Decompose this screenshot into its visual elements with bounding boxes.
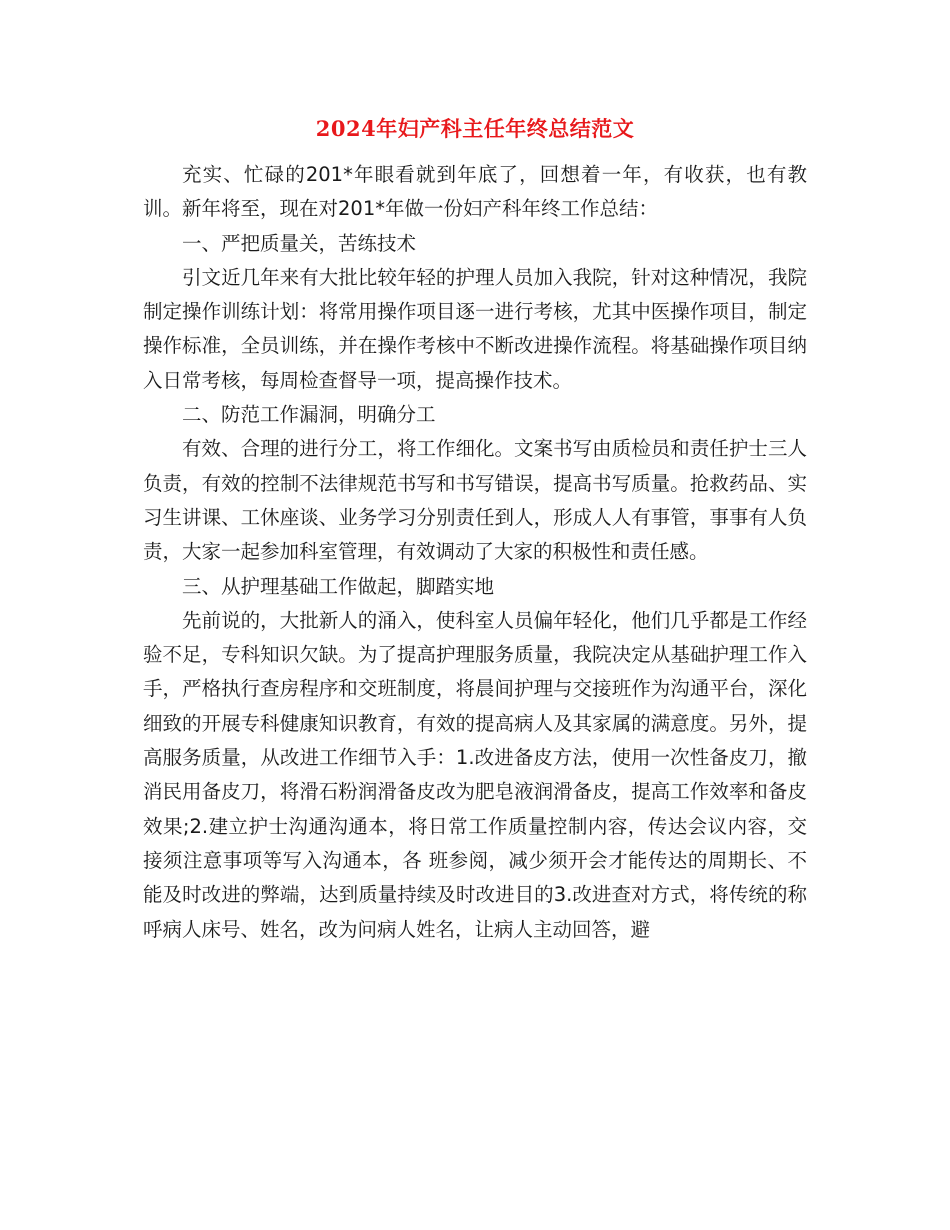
paragraph-section-3: 先前说的，大批新人的涌入，使科室人员偏年轻化，他们几乎都是工作经验不足，专科知识欠缺。为了提高护理服务质量，我院决定从基础护理工作入手，严格执行查房程序和交班制度，将晨间护理与交接班作为沟通平台，深化细致的开展专科健康知识教育，有效的提高病人及其家属的满意度。另外，提高服务质量，从改进工作细节入手：1.改进备皮方法，使用一次性备皮刀，撤消民用备皮刀，将滑石粉润滑备皮改为肥皂液润滑备皮，提高工作效率和备皮效果;2.建立护士沟通沟通本，将日常工作质量控制内容，传达会议内容，交接须注意事项等写入沟通本，各 班参阅，减少须开会才能传达的周期长、不能及时改进的弊端，达到质量持续及时改进目的3.改进查对方式，将传统的称呼病人床号、姓名，改为问病人姓名，让病人主动回答，避 — [143, 608, 807, 941]
section-heading-3: 三、从护理基础工作做起，脚踏实地 — [182, 574, 495, 598]
document-body — [143, 158, 807, 947]
paragraph-section-2: 有效、合理的进行分工，将工作细化。文案书写由质检员和责任护士三人负责，有效的控制不法律规范书写和书写错误，提高书写质量。抢救药品、实习生讲课、工休座谈、业务学习分别责任到人，形成人人有事管，事事有人负责，大家一起参加科室管理，有效调动了大家的积极性和责任感。 — [143, 437, 807, 564]
document-title: 2024年妇产科主任年终总结范文 — [315, 116, 635, 141]
paragraph-section-1: 引文近几年来有大批比较年轻的护理人员加入我院，针对这种情况，我院制定操作训练计划：将常用操作项目逐一进行考核，尤其中医操作项目，制定操作标准，全员训练，并在操作考核中不断改进操作流程。将基础操作项目纳入日常考核，每周检查督导一项，提高操作技术。 — [143, 265, 807, 392]
section-heading-2: 二、防范工作漏洞，明确分工 — [182, 403, 436, 427]
section-heading-1: 一、严把质量关，苦练技术 — [182, 231, 417, 255]
paragraph-intro: 充实、忙碌的201*年眼看就到年底了，回想着一年，有收获，也有教训。新年将至，现在对201*年做一份妇产科年终工作总结： — [143, 163, 807, 221]
